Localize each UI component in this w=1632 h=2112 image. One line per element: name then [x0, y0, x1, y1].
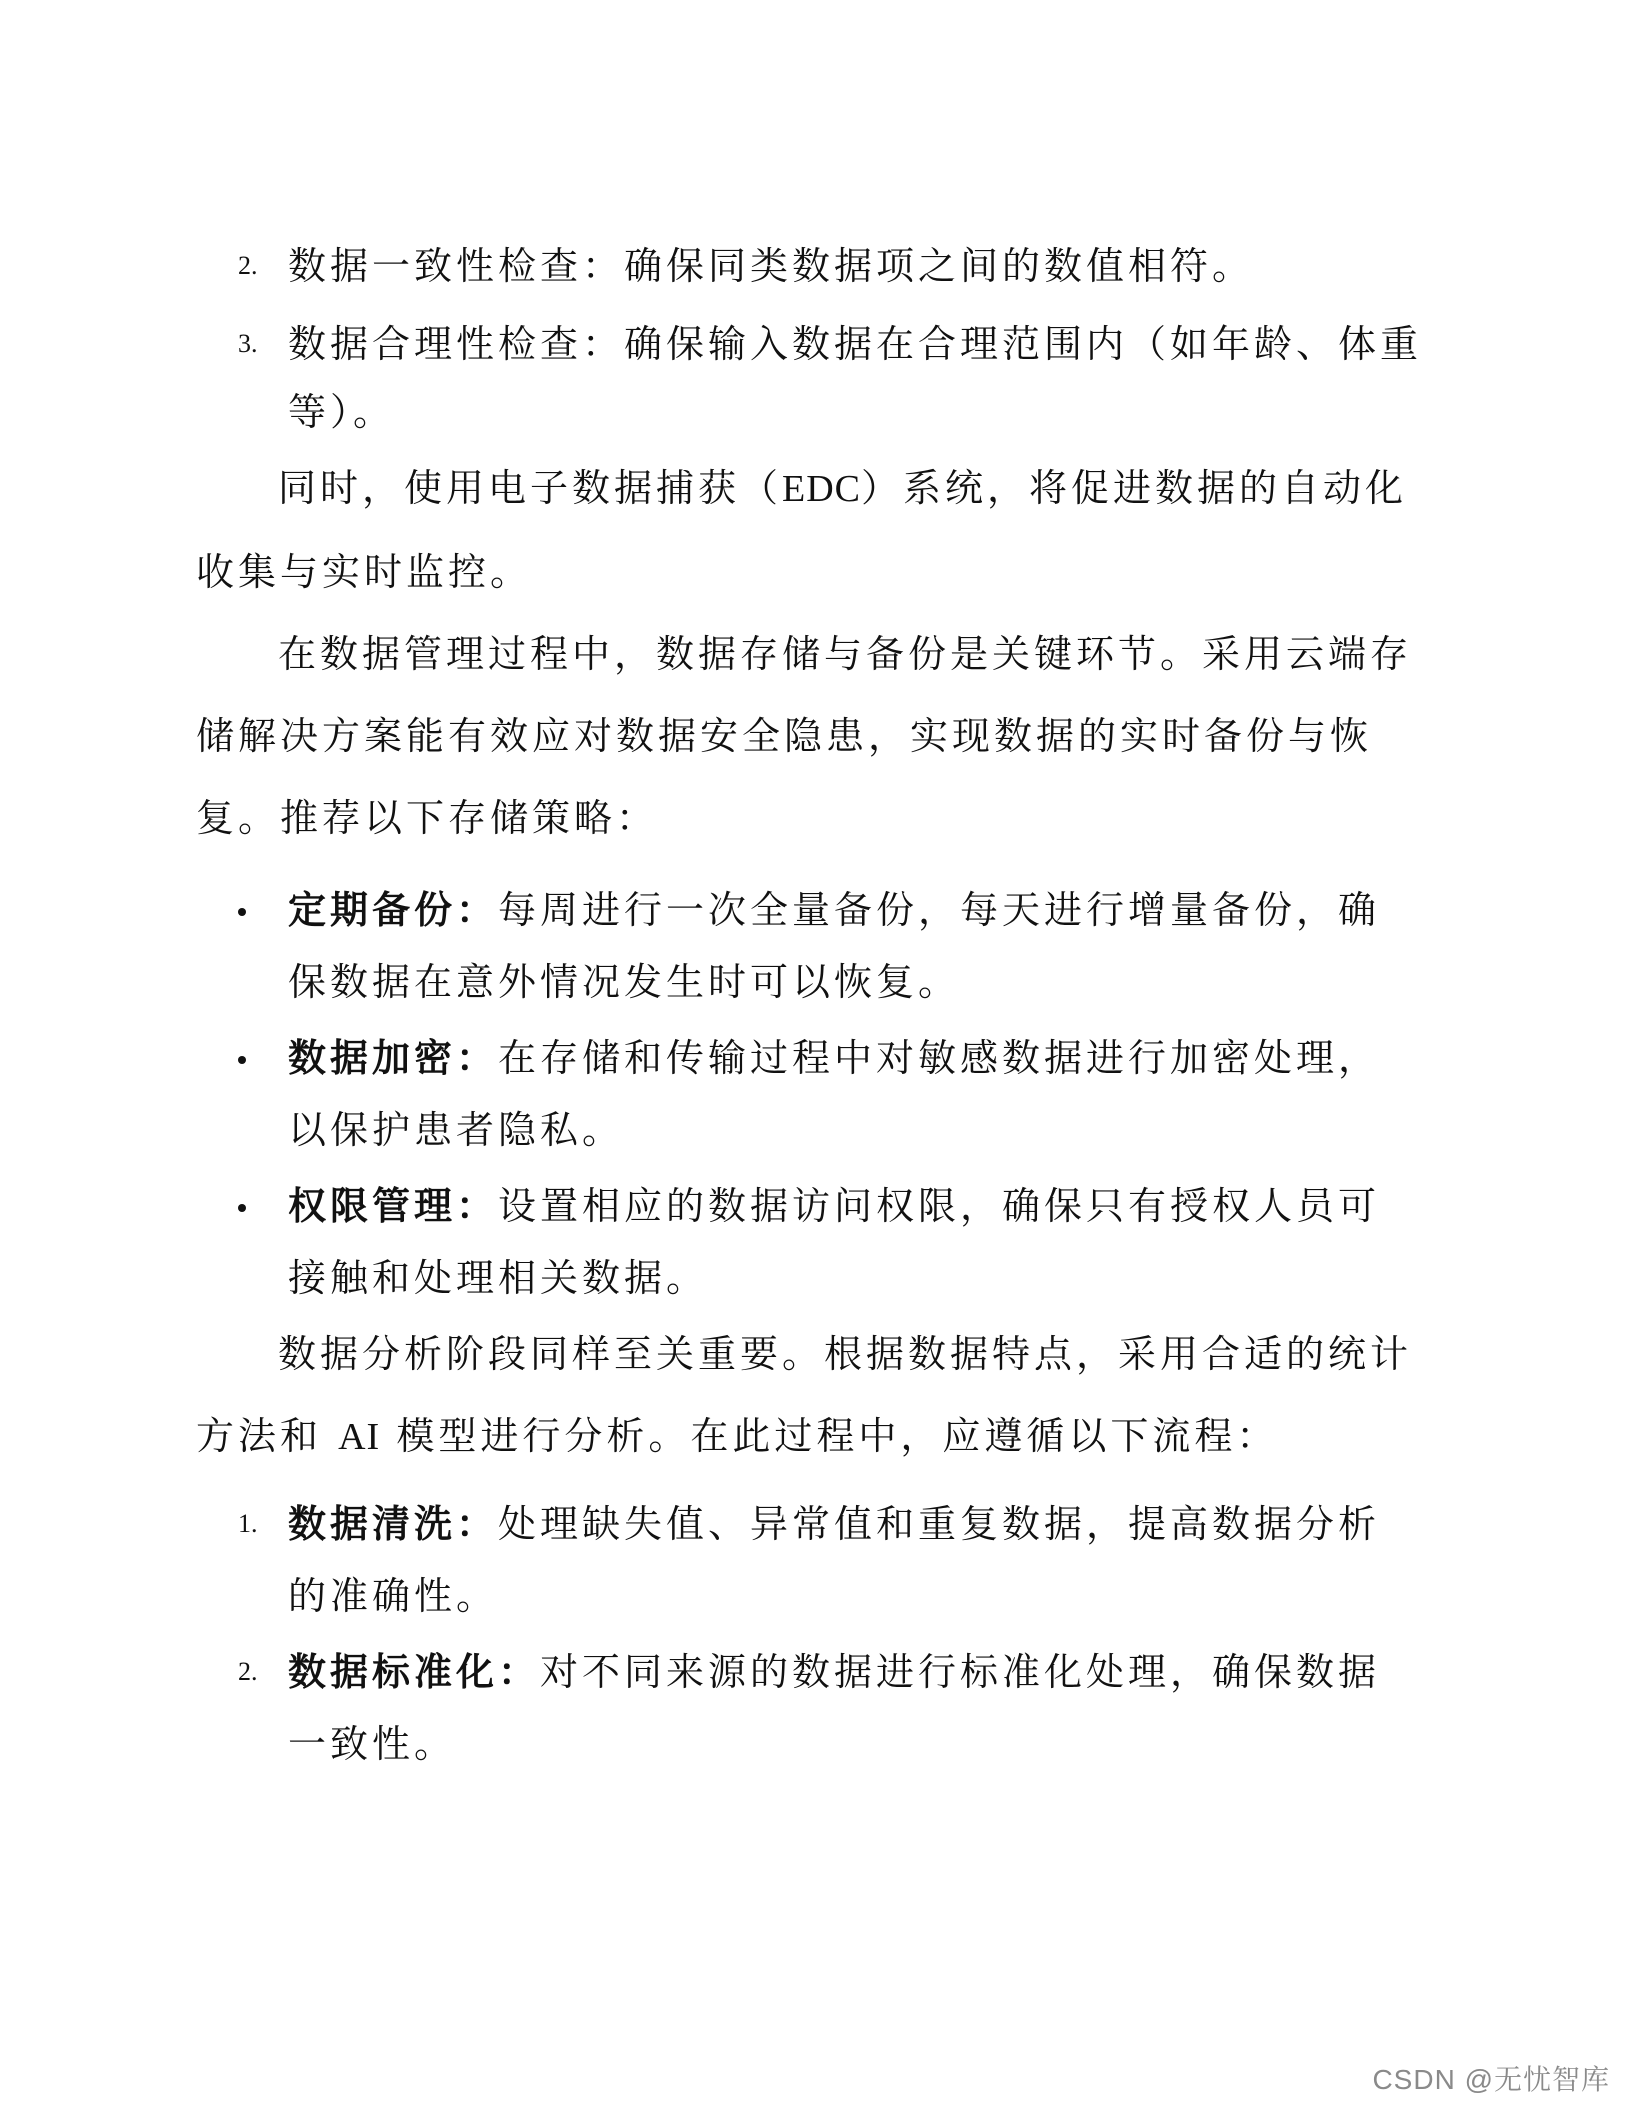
paragraph-line: 数据分析阶段同样至关重要。根据数据特点，采用合适的统计 [278, 1332, 1413, 1376]
abbreviation-edc: EDC [782, 468, 862, 510]
list-item-line: 一致性。 [288, 1722, 457, 1766]
list-item-text: 等）。 [288, 390, 396, 434]
list-text: 对不同来源的数据进行标准化处理，确保数据 [540, 1650, 1381, 1694]
bullet-text: 在存储和传输过程中对敏感数据进行加密处理， [498, 1036, 1381, 1080]
bullet-item-line: 接触和处理相关数据。 [288, 1256, 709, 1300]
paragraph-line: 储解决方案能有效应对数据安全隐患，实现数据的实时备份与恢 [196, 714, 1373, 758]
list-text: 处理缺失值、异常值和重复数据，提高数据分析 [498, 1502, 1381, 1546]
paragraph-line [278, 466, 1407, 511]
text-run: 模型进行分析。在此过程中，应遵循以下流程： [396, 1414, 1279, 1458]
abbreviation-ai: AI [338, 1416, 381, 1458]
text-run: 方法和 [196, 1414, 323, 1458]
bullet-text: 每周进行一次全量备份，每天进行增量备份，确 [498, 888, 1381, 932]
csdn-watermark: CSDN @无忧智库 [1372, 2064, 1610, 2095]
list-term: 数据清洗： [288, 1501, 499, 1546]
list-number: 1. [238, 1509, 258, 1538]
list-item-text: 数据一致性检查：确保同类数据项之间的数值相符。 [288, 244, 1255, 288]
list-item-line [288, 1502, 1380, 1546]
list-number: 2. [238, 1657, 258, 1686]
bullet-item-line: 以保护患者隐私。 [288, 1108, 625, 1152]
text-run: 同时，使用电子数据捕获（ [278, 466, 783, 510]
paragraph-line [196, 1414, 1278, 1459]
bullet-item-line: 保数据在意外情况发生时可以恢复。 [288, 960, 961, 1004]
bullet-dot [238, 908, 246, 916]
bullet-dot [238, 1056, 246, 1064]
bullet-term: 权限管理： [288, 1183, 499, 1228]
paragraph-line: 在数据管理过程中，数据存储与备份是关键环节。采用云端存 [278, 632, 1413, 676]
paragraph-line: 复。推荐以下存储策略： [196, 796, 659, 840]
bullet-term: 数据加密： [288, 1035, 499, 1080]
list-item-line [288, 1650, 1380, 1694]
list-item-text: 数据合理性检查：确保输入数据在合理范围内（如年龄、体重 [288, 322, 1423, 366]
bullet-text: 设置相应的数据访问权限，确保只有授权人员可 [498, 1184, 1381, 1228]
list-term: 数据标准化： [288, 1649, 541, 1694]
list-number: 2. [238, 251, 258, 280]
bullet-item-line [288, 1036, 1380, 1080]
list-number: 3. [238, 329, 258, 358]
paragraph-line: 收集与实时监控。 [196, 550, 533, 594]
bullet-term: 定期备份： [288, 887, 499, 932]
bullet-dot [238, 1204, 246, 1212]
list-item-line: 的准确性。 [288, 1574, 499, 1618]
bullet-item-line [288, 1184, 1380, 1228]
bullet-item-line [288, 888, 1380, 932]
text-run: ）系统，将促进数据的自动化 [861, 466, 1408, 510]
